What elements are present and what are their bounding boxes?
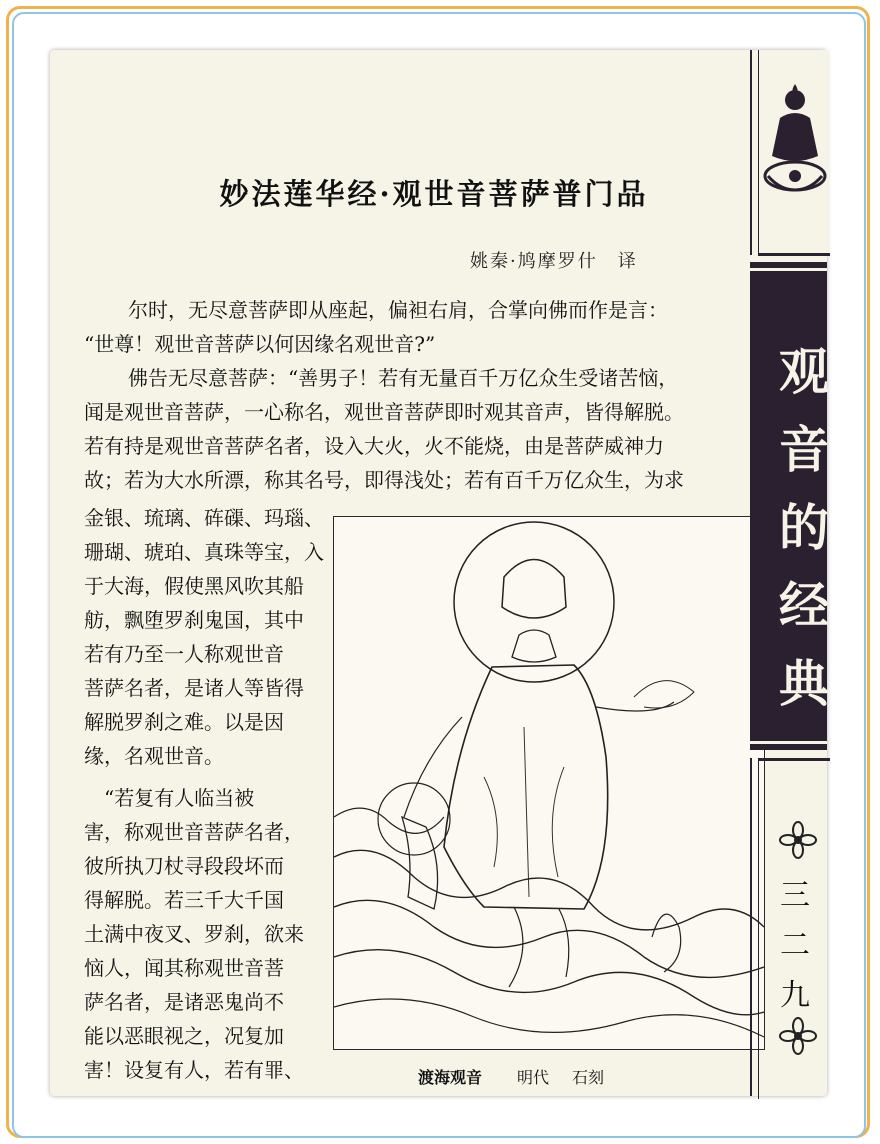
body-line: 菩萨名者，是诸人等皆得 bbox=[84, 676, 304, 700]
book-page bbox=[50, 50, 827, 1096]
guanyin-crossing-sea-illustration bbox=[334, 517, 764, 1049]
body-line: 害，称观世音菩萨名者， bbox=[84, 820, 304, 844]
body-line: 萨名者，是诸恶鬼尚不 bbox=[84, 990, 284, 1014]
illustration-caption-type: 石刻 bbox=[572, 1068, 605, 1087]
side-emblem-box bbox=[750, 50, 829, 255]
body-line: 恼人，闻其称观世音菩 bbox=[84, 956, 284, 980]
body-line: 尔时，无尽意菩萨即从座起，偏袒右肩，合掌向佛而作是言： bbox=[88, 298, 668, 322]
body-line: 佛告无尽意菩萨：“善男子！若有无量百千万亿众生受诸苦恼， bbox=[88, 366, 679, 390]
illustration-caption-title: 渡海观音 bbox=[418, 1068, 483, 1087]
translator-credit: 姚秦·鸠摩罗什 译 bbox=[470, 251, 638, 272]
body-line: 舫，飘堕罗刹鬼国，其中 bbox=[84, 608, 304, 632]
body-line: 于大海，假使黑风吹其船 bbox=[84, 574, 304, 598]
flower-ornament-icon bbox=[778, 1016, 818, 1056]
guanyin-illustration bbox=[333, 516, 765, 1050]
body-line: 得解脱。若三千大千国 bbox=[84, 888, 284, 912]
body-line: 闻是观世音菩萨，一心称名，观世音菩萨即时观其音声，皆得解脱。 bbox=[84, 400, 684, 424]
body-line: 土满中夜叉、罗刹，欲来 bbox=[84, 922, 304, 946]
flower-ornament-icon bbox=[778, 820, 818, 860]
body-line: 彼所执刀杖寻段段坏而 bbox=[84, 854, 284, 878]
section-title-char: 的 bbox=[779, 498, 829, 557]
section-title-char: 音 bbox=[779, 420, 829, 479]
section-title-char: 观 bbox=[779, 342, 829, 401]
page-number-char: 二 bbox=[780, 928, 810, 963]
body-line: “若复有人临当被 bbox=[84, 786, 255, 810]
body-line: 解脱罗刹之难。以是因 bbox=[84, 710, 284, 734]
body-line: 缘，名观世音。 bbox=[84, 744, 224, 768]
section-title-char: 经 bbox=[779, 576, 829, 635]
body-line: 害！设复有人，若有罪、 bbox=[84, 1058, 304, 1082]
illustration-caption-era: 明代 bbox=[517, 1068, 550, 1087]
body-line: 若有乃至一人称观世音 bbox=[84, 642, 284, 666]
body-line: 珊瑚、琥珀、真珠等宝，入 bbox=[84, 540, 324, 564]
page-number-char: 九 bbox=[780, 978, 810, 1013]
page-number-char: 三 bbox=[780, 878, 810, 913]
body-line: “世尊！观世音菩萨以何因缘名观世音?” bbox=[84, 332, 436, 356]
body-line: 能以恶眼视之，况复加 bbox=[84, 1024, 284, 1048]
section-title-char: 典 bbox=[779, 654, 829, 713]
body-line: 若有持是观世音菩萨名者，设入大火，火不能烧，由是菩萨威神力 bbox=[84, 434, 664, 458]
bodhisattva-emblem-icon bbox=[760, 78, 830, 218]
page-title: 妙法莲华经·观世音菩萨普门品 bbox=[219, 177, 649, 211]
body-line: 金银、琉璃、砗磲、玛瑙、 bbox=[84, 506, 324, 530]
body-line: 故；若为大水所漂，称其名号，即得浅处；若有百千万亿众生，为求 bbox=[84, 468, 684, 492]
